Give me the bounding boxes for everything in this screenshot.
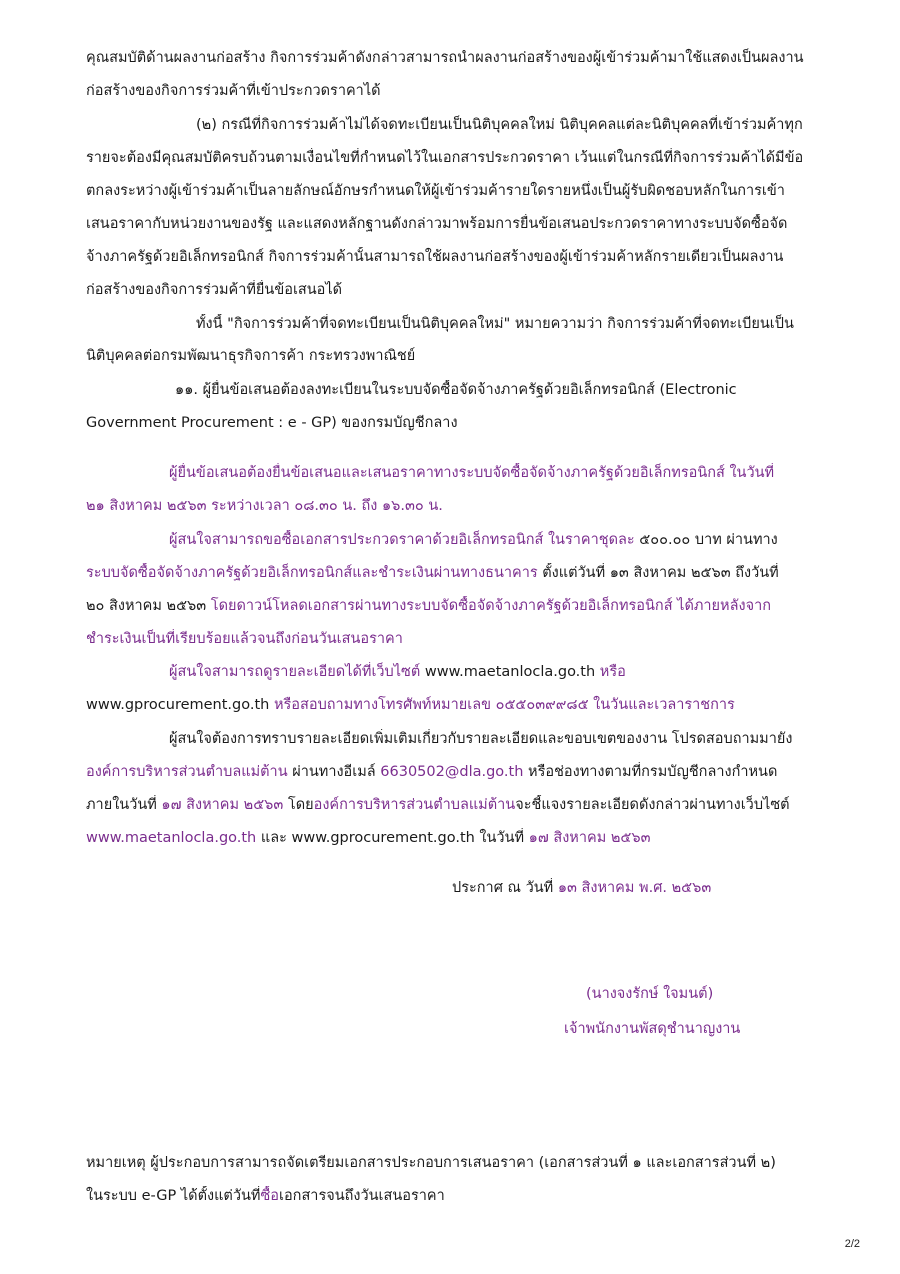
p8-line-3	[86, 795, 826, 815]
p6-line-4: ชำระเงินเป็นที่เรียบร้อยแล้วจนถึงก่อนวันเสนอราคา	[86, 631, 403, 647]
p6-line-3	[86, 596, 826, 616]
p8-org-name: องค์การบริหารส่วนตำบลแม่ต้าน	[86, 764, 288, 780]
signer-name: (นางจงรักษ์ ใจมนต์)	[586, 986, 714, 1002]
p8-line-3-d: องค์การบริหารส่วนตำบลแม่ต้าน	[313, 797, 516, 813]
website-gprocurement-link[interactable]: www.gprocurement.go.th	[86, 697, 270, 713]
p6-line-3-a: ๒๐ สิงหาคม ๒๕๖๓	[86, 598, 207, 614]
p8-line-4-b: และ www.gprocurement.go.th ในวันที่	[256, 830, 529, 846]
email-link[interactable]: 6630502@dla.go.th	[380, 764, 524, 780]
note-line-2-a: ในระบบ e-GP ได้ตั้งแต่วันที่	[86, 1188, 261, 1204]
p7-line-2	[86, 695, 826, 715]
note-line-2-c: เอกสารจนถึงวันเสนอราคา	[279, 1188, 445, 1204]
website-maetan-link-2[interactable]: www.maetanlocla.go.th	[86, 830, 257, 846]
p4-line-2: Government Procurement : e - GP) ของกรมบัญชีกลาง	[86, 415, 458, 431]
p6-line-2	[86, 563, 826, 583]
p6-line-1-b: ๕๐๐.๐๐ บาท	[639, 532, 722, 548]
p8-line-2-b: ผ่านทางอีเมล์	[287, 764, 381, 780]
p8-line-3-e: จะชี้แจงรายละเอียดดังกล่าวผ่านทางเว็บไซต์	[515, 797, 790, 813]
p8-line-3-b: ๑๗ สิงหาคม ๒๕๖๓	[161, 797, 284, 813]
p6-line-1-a: ผู้สนใจสามารถขอซื้อเอกสารประกวดราคาด้วยอิเล็กทรอนิกส์ ในราคาชุดละ	[169, 532, 640, 548]
p6-line-2-b: ตั้งแต่วันที่ ๑๓ สิงหาคม ๒๕๖๓ ถึงวันที่	[537, 565, 779, 581]
p1-line-1: คุณสมบัติด้านผลงานก่อสร้าง กิจการร่วมค้าดังกล่าวสามารถนำผลงานก่อสร้างของผู้เข้าร่วมค้ามาใช้แสดงเป็นผลงาน	[86, 50, 804, 66]
p8-line-4	[86, 828, 826, 848]
announcement-date-value: ๑๓ สิงหาคม พ.ศ. ๒๕๖๓	[557, 880, 712, 896]
p6-line-1-c: ผ่านทาง	[721, 532, 778, 548]
p8-line-3-c: โดย	[283, 797, 314, 813]
p2-line-6: ก่อสร้างของกิจการร่วมค้าที่ยื่นข้อเสนอได้	[86, 282, 343, 298]
p3-line-1: ทั้งนี้ "กิจการร่วมค้าที่จดทะเบียนเป็นนิติบุคคลใหม่" หมายความว่า กิจการร่วมค้าที่จดทะเบียนเป็น	[196, 316, 794, 332]
p3-line-2: นิติบุคคลต่อกรมพัฒนาธุรกิจการค้า กระทรวงพาณิชย์	[86, 348, 416, 364]
note-line-1: หมายเหตุ ผู้ประกอบการสามารถจัดเตรียมเอกสารประกอบการเสนอราคา (เอกสารส่วนที่ ๑ และเอกสารส่วนที่ ๒)	[86, 1155, 776, 1171]
p8-line-2	[86, 762, 826, 782]
p6-line-1	[169, 530, 826, 550]
p1-line-2: ก่อสร้างของกิจการร่วมค้าที่เข้าประกวดราคาได้	[86, 83, 381, 99]
p2-line-5: จ้างภาครัฐด้วยอิเล็กทรอนิกส์ กิจการร่วมค้านั้นสามารถใช้ผลงานก่อสร้างของผู้เข้าร่วมค้าหลักรายเดียวเป็นผลงาน	[86, 249, 784, 265]
p2-line-4: เสนอราคากับหน่วยงานของรัฐ และแสดงหลักฐานดังกล่าวมาพร้อมการยื่นข้อเสนอประกวดราคาทางระบบจัดซื้อจัด	[86, 216, 788, 232]
announcement-date	[452, 878, 832, 898]
p7-line-1-c: หรือ	[595, 664, 626, 680]
p2-line-3: ตกลงระหว่างผู้เข้าร่วมค้าเป็นลายลักษณ์อักษรกำหนดให้ผู้เข้าร่วมค้ารายใดรายหนึ่งเป็นผู้รับผิดชอบหลักในการเข้า	[86, 183, 785, 199]
p8-line-4-c: ๑๗ สิงหาคม ๒๕๖๓	[528, 830, 651, 846]
p7-line-1-a: ผู้สนใจสามารถดูรายละเอียดได้ที่เว็บไซต์	[169, 664, 425, 680]
p8-line-1: ผู้สนใจต้องการทราบรายละเอียดเพิ่มเติมเกี่ยวกับรายละเอียดและขอบเขตของงาน โปรดสอบถามมายัง	[169, 731, 793, 747]
p2-line-2: รายจะต้องมีคุณสมบัติครบถ้วนตามเงื่อนไขที่กำหนดไว้ในเอกสารประกวดราคา เว้นแต่ในกรณีที่กิจการร่วมค้าได้มีข้อ	[86, 150, 804, 166]
page-number: 2/2	[844, 1238, 860, 1250]
p5-line-2: ๒๑ สิงหาคม ๒๕๖๓ ระหว่างเวลา ๐๘.๓๐ น. ถึง ๑๖.๓๐ น.	[86, 498, 443, 514]
p7-line-2-b: หรือสอบถามทางโทรศัพท์หมายเลข ๐๕๕๐๓๙๙๘๕ ในวันและเวลาราชการ	[269, 697, 735, 713]
p4-line-1: ๑๑. ผู้ยื่นข้อเสนอต้องลงทะเบียนในระบบจัดซื้อจัดจ้างภาครัฐด้วยอิเล็กทรอนิกส์ (Electronic	[175, 382, 737, 398]
note-line-2-b: ซื้อ	[260, 1188, 280, 1204]
p6-line-3-b: โดยดาวน์โหลดเอกสารผ่านทางระบบจัดซื้อจัดจ้างภาครัฐด้วยอิเล็กทรอนิกส์ ได้ภายหลังจาก	[206, 598, 771, 614]
p2-line-1: (๒) กรณีที่กิจการร่วมค้าไม่ได้จดทะเบียนเป็นนิติบุคคลใหม่ นิติบุคคลแต่ละนิติบุคคลที่เข้าร่วมค้าทุก	[196, 117, 803, 133]
note-line-2	[86, 1186, 826, 1206]
p7-line-1	[169, 662, 826, 682]
website-maetan-link[interactable]: www.maetanlocla.go.th	[424, 664, 596, 680]
p8-line-3-a: ภายในวันที่	[86, 797, 162, 813]
p5-line-1: ผู้ยื่นข้อเสนอต้องยื่นข้อเสนอและเสนอราคาทางระบบจัดซื้อจัดจ้างภาครัฐด้วยอิเล็กทรอนิกส์ ในวันที่	[169, 465, 775, 481]
p8-line-2-d: หรือช่องทางตามที่กรมบัญชีกลางกำหนด	[523, 764, 778, 780]
p6-line-2-a: ระบบจัดซื้อจัดจ้างภาครัฐด้วยอิเล็กทรอนิกส์และชำระเงินผ่านทางธนาคาร	[86, 565, 538, 581]
signer-position: เจ้าพนักงานพัสดุชำนาญงาน	[564, 1021, 741, 1037]
announcement-prefix: ประกาศ ณ วันที่	[452, 880, 558, 896]
